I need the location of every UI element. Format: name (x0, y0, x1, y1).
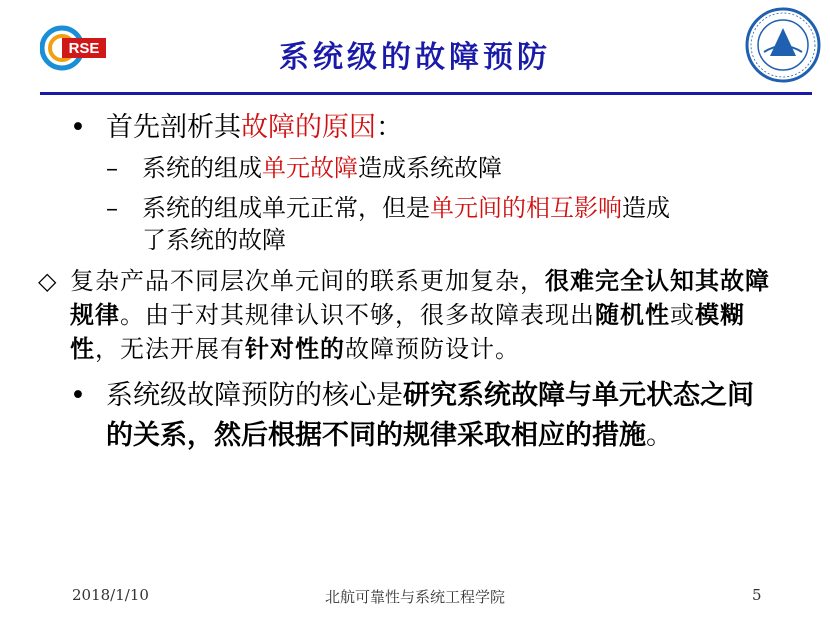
complexity-paragraph: ◇ 复杂产品不同层次单元间的联系更加复杂，很难完全认知其故障规律。由于对其规律认识不够，很多故障表现出随机性或模糊性，无法开展有针对性的故障预防设计。 (38, 266, 770, 363)
dash-marker: – (106, 194, 118, 222)
page-number: 5 (752, 586, 762, 604)
slide-title: 系统级的故障预防 (279, 40, 551, 75)
dash-marker: – (106, 154, 118, 182)
bullet-dot: • (70, 112, 86, 143)
rse-logo-text: RSE (68, 40, 100, 57)
footer-organization: 北航可靠性与系统工程学院 (324, 588, 505, 606)
title-divider (40, 92, 812, 95)
footer-date: 2018/1/10 (72, 586, 149, 604)
bullet-causes: • 首先剖析其故障的原因： (70, 110, 770, 146)
bullet-core-idea: • 系统级故障预防的核心是研究系统故障与单元状态之间的关系，然后根据不同的规律采取相应的措施。 (70, 376, 770, 456)
bullet-dot: • (70, 380, 86, 411)
sub-bullet-interaction: – 系统的组成单元正常，但是单元间的相互影响造成 了系统的故障 (106, 194, 670, 254)
slide-content (38, 110, 770, 456)
sub-bullet-unit-failure: – 系统的组成单元故障造成系统故障 (106, 154, 502, 182)
diamond-icon: ◇ (38, 267, 58, 295)
university-seal (744, 6, 822, 84)
